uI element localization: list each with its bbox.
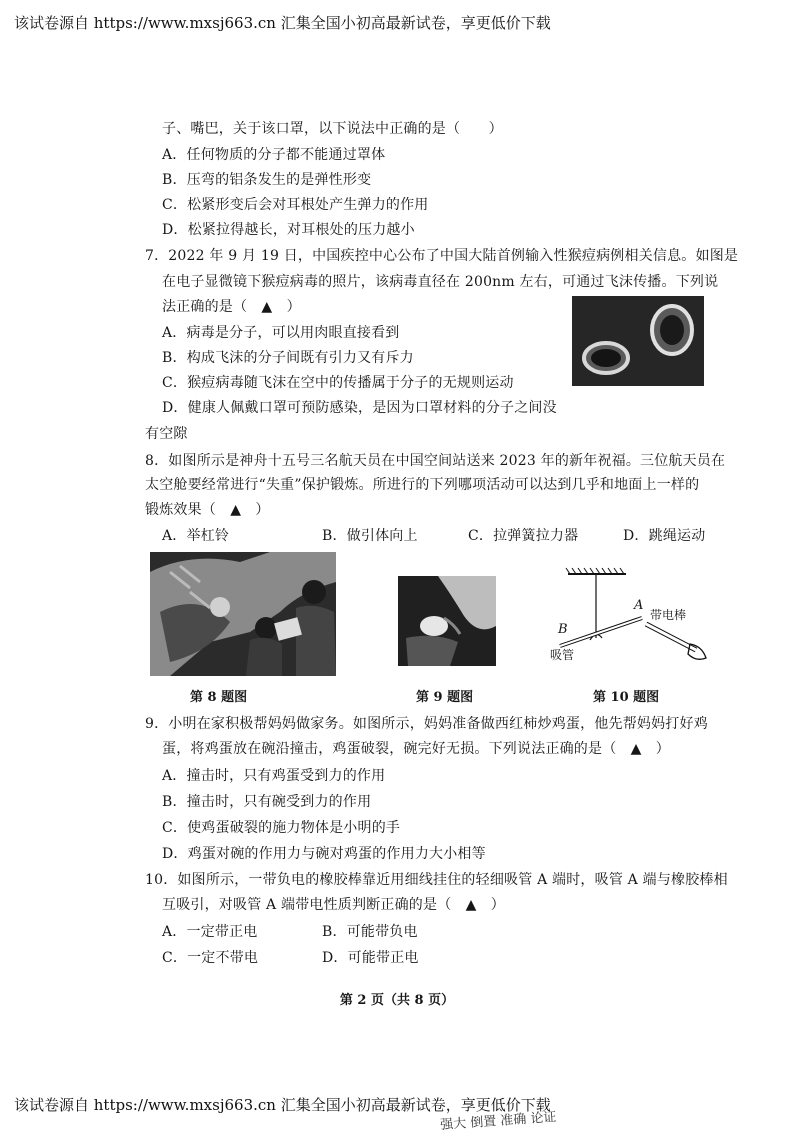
virus-micrograph bbox=[572, 296, 704, 386]
figure-10-caption: 第 10 题图 bbox=[593, 690, 660, 705]
label-straw: 吸管 bbox=[550, 648, 575, 662]
source-header: 该试卷源自 https://www.mxsj663.cn 汇集全国小初高最新试卷，享更低价下载 bbox=[14, 14, 551, 32]
straw-rod-diagram bbox=[550, 566, 710, 672]
q9-stem-line2: 蛋，将鸡蛋放在碗沿撞击，鸡蛋破裂，碗完好无损。下列说法正确的是（ ▲ ） bbox=[162, 741, 670, 757]
q10-option-d: D．可能带正电 bbox=[322, 950, 419, 966]
q6-option-a: A．任何物质的分子都不能通过罩体 bbox=[162, 147, 386, 163]
q8-stem-line1: 8．如图所示是神舟十五号三名航天员在中国空间站送来 2023 年的新年祝福。三位航天员在 bbox=[145, 453, 726, 469]
q9-stem-line1: 9．小明在家积极帮妈妈做家务。如图所示，妈妈准备做西红柿炒鸡蛋，他先帮妈妈打好鸡 bbox=[145, 716, 708, 732]
label-a: A bbox=[634, 598, 644, 613]
handwritten-scribble: 强大 倒置 准确 论证 bbox=[439, 1109, 557, 1133]
page-number: 第 2 页（共 8 页） bbox=[339, 993, 455, 1008]
q8-option-c: C．拉弹簧拉力器 bbox=[468, 528, 579, 544]
source-footer: 该试卷源自 https://www.mxsj663.cn 汇集全国小初高最新试卷，享更低价下载 bbox=[14, 1096, 551, 1114]
q9-option-c: C．使鸡蛋破裂的施力物体是小明的手 bbox=[162, 820, 401, 836]
q7-stem-line1: 7．2022 年 9 月 19 日，中国疾控中心公布了中国大陆首例输入性猴痘病例相关信息。如图是 bbox=[145, 248, 739, 264]
q10-option-a: A．一定带正电 bbox=[162, 924, 258, 940]
q8-option-b: B．做引体向上 bbox=[322, 528, 418, 544]
q7-stem-line2: 在电子显微镜下猴痘病毒的照片，该病毒直径在 200nm 左右，可通过飞沫传播。下列说 bbox=[162, 274, 719, 290]
q9-option-a: A．撞击时，只有鸡蛋受到力的作用 bbox=[162, 768, 386, 784]
q6-option-b: B．压弯的铝条发生的是弹性形变 bbox=[162, 172, 372, 188]
q10-option-b: B．可能带负电 bbox=[322, 924, 418, 940]
q6-stem: 子、嘴巴，关于该口罩，以下说法中正确的是（ ） bbox=[162, 121, 503, 137]
q8-option-a: A．举杠铃 bbox=[162, 528, 230, 544]
q7-option-d: D．健康人佩戴口罩可预防感染，是因为口罩材料的分子之间没 bbox=[162, 400, 557, 416]
astronauts-photo bbox=[150, 552, 336, 676]
q6-option-c: C．松紧形变后会对耳根处产生弹力的作用 bbox=[162, 197, 429, 213]
q7-option-a: A．病毒是分子，可以用肉眼直接看到 bbox=[162, 325, 400, 341]
q9-option-b: B．撞击时，只有碗受到力的作用 bbox=[162, 794, 372, 810]
q6-option-d: D．松紧拉得越长，对耳根处的压力越小 bbox=[162, 222, 415, 238]
q7-stem-line3: 法正确的是（ ▲ ） bbox=[162, 299, 301, 315]
figure-9-caption: 第 9 题图 bbox=[416, 690, 474, 705]
label-b: B bbox=[558, 622, 568, 637]
q7-option-d-tail: 有空隙 bbox=[145, 426, 188, 442]
q8-stem-line2: 太空舱要经常进行“失重”保护锻炼。所进行的下列哪项活动可以达到几乎和地面上一样的 bbox=[145, 477, 700, 493]
q10-stem-line1: 10．如图所示，一带负电的橡胶棒靠近用细线挂住的轻细吸管 A 端时，吸管 A 端与橡胶棒相 bbox=[145, 872, 728, 888]
egg-cracking-photo bbox=[398, 576, 496, 666]
q10-option-c: C．一定不带电 bbox=[162, 950, 259, 966]
label-charged-rod: 带电棒 bbox=[650, 608, 687, 622]
q8-option-d: D．跳绳运动 bbox=[623, 528, 706, 544]
q9-option-d: D．鸡蛋对碗的作用力与碗对鸡蛋的作用力大小相等 bbox=[162, 846, 486, 862]
q8-stem-line3: 锻炼效果（ ▲ ） bbox=[145, 502, 270, 518]
figure-8-caption: 第 8 题图 bbox=[190, 690, 248, 705]
q10-stem-line2: 互吸引，对吸管 A 端带电性质判断正确的是（ ▲ ） bbox=[162, 897, 505, 913]
q7-option-c: C．猴痘病毒随飞沫在空中的传播属于分子的无规则运动 bbox=[162, 375, 514, 391]
q7-option-b: B．构成飞沫的分子间既有引力又有斥力 bbox=[162, 350, 414, 366]
